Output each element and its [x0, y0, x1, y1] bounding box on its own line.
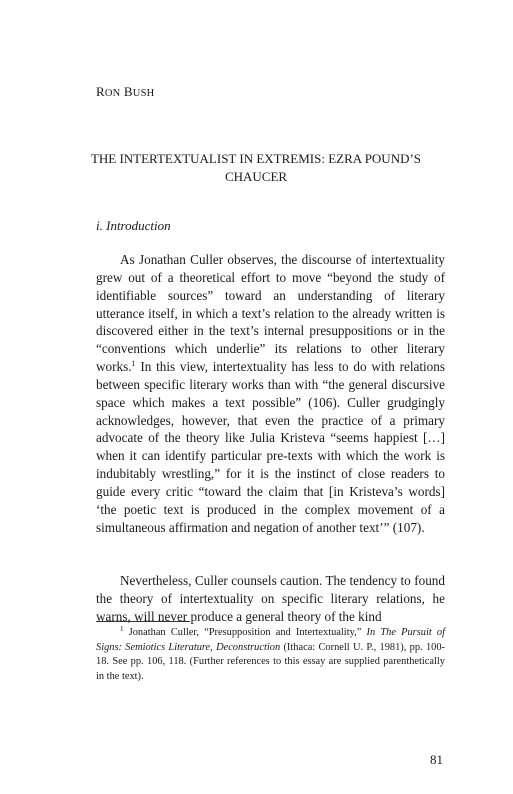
- paragraph-1-text-b: In this view, intertextuality has less to do with relations between specific literary works than with “the general discursive space which makes a text possible” (106). Culler grudgingly acknowledges, however, that even the practice of a primary advocate of the theory like Julia Kristeva “seems happiest […] when it can identify particular pre-texts with which the work is indubitably wrestling,” for it is the instinct of close readers to guide every critic “toward the claim that [in Kristeva’s words] ‘the poetic text is produced in the complex movement of a simultaneous affirmation and negation of another text’” (107).: [96, 359, 445, 535]
- footnote: [96, 626, 445, 684]
- body-paragraph-1: [96, 251, 445, 537]
- paragraph-1-text-a: As Jonathan Culler observes, the discourse of intertextuality grew out of a theoretical effort to move “beyond the study of identifiable sources” toward an understanding of literary utterance itself, in which a text’s relation to the already written is discovered either in the text’s internal presuppositions or in the “conventions which underlie” its relations to other literary works.: [96, 252, 445, 375]
- author-first-rest: ON: [104, 88, 121, 99]
- author-last-initial: B: [123, 84, 133, 99]
- author-name: [96, 84, 154, 100]
- author-last-rest: USH: [132, 88, 155, 99]
- footnote-marker: 1: [120, 625, 124, 633]
- author-first-initial: R: [96, 84, 105, 99]
- footnote-text-a: Jonathan Culler, “Presupposition and Intertextuality,”: [123, 627, 367, 638]
- footnote-divider: [96, 621, 190, 622]
- section-heading: i. Introduction: [96, 218, 171, 233]
- page-number: 81: [430, 752, 443, 767]
- footnote-reference[interactable]: 1: [131, 359, 136, 369]
- footnote-text-b: (Ithaca: Cornell U. P., 1981), pp. 100-18. See pp. 106, 118. (Further references to this essay are supplied parenthetically in the text).: [96, 641, 446, 682]
- body-paragraph-2: Nevertheless, Culler counsels caution. The tendency to found the theory of intertextuality on specific literary relations, he warns, will never produce a general theory of the kind: [96, 573, 445, 624]
- footnote-source-title: In The Pursuit of Signs: Semiotics Literature, Deconstruction: [96, 627, 446, 653]
- article-title: THE INTERTEXTUALIST IN EXTREMIS: EZRA POUND’S CHAUCER: [90, 151, 422, 184]
